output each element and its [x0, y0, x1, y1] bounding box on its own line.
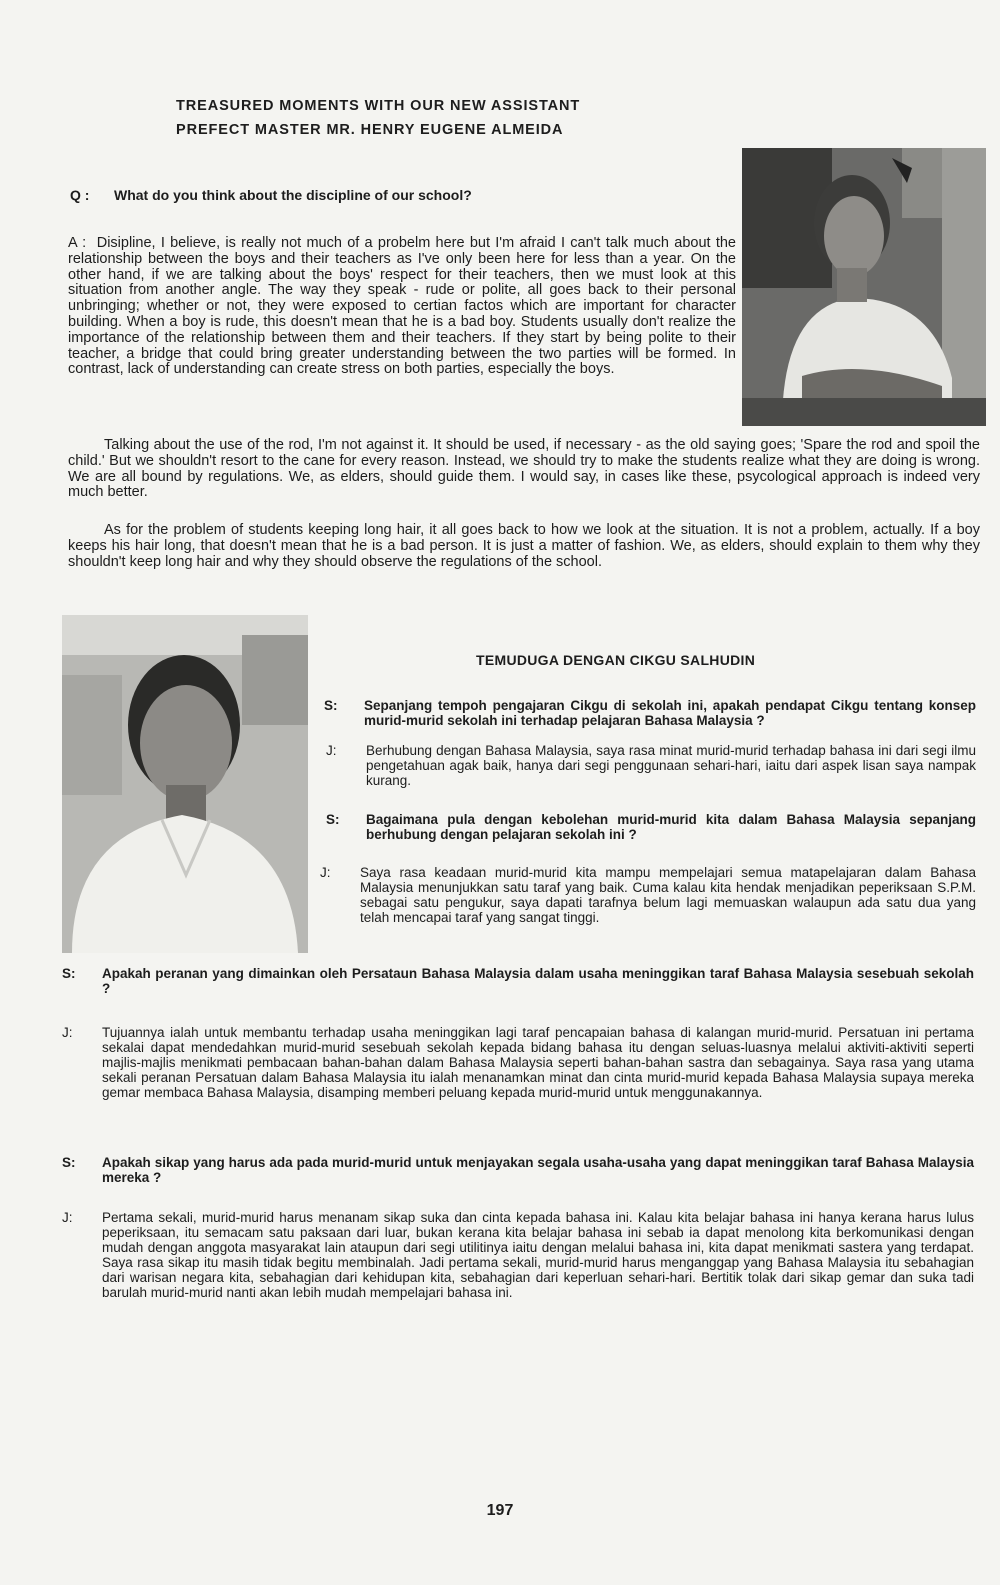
- j2-text: Saya rasa keadaan murid-murid kita mampu mempelajari semua matapelajaran dalam Bahasa Malaysia menunjukkan satu taraf yang baik. Cuma kalau kita hendak menjadikan peperiksaan S.P.M. sebagai satu pengukur, saya dapati tarafnya belum lagi memuaskan walaupun ada satu dua yang telah mencapai taraf yang sangat tinggi.: [360, 865, 976, 925]
- j1-text: Berhubung dengan Bahasa Malaysia, saya rasa minat murid-murid terhadap bahasa ini dari segi ilmu pengetahuan agak baik, hanya dari segi penggunaan sehari-hari, iaitu dari aspek lisan saya nampak kurang.: [366, 743, 976, 788]
- qa-s3: [62, 966, 974, 996]
- s-label: S:: [326, 812, 340, 827]
- qa-s4: [62, 1155, 974, 1185]
- qa-j2: [320, 865, 976, 925]
- qa-s1: [324, 698, 976, 728]
- j4-text: Pertama sekali, murid-murid harus menanam sikap suka dan cinta kepada bahasa ini. Kalau kita belajar bahasa ini hanya kerana harus lulus peperiksaan, itu semacam satu paksaan dari luar, bukan kerana kita belajar bahasa ini sebab ia dapat menolong kita berkomunikasi dengan mudah dengan anggota masyarakat lain ataupun dari segi utilitinya iaitu dengan melalui bahasa ini, kita dapat menikmati sastera yang terdapat. Saya rasa sikap itu masih tidak begitu membinalah. Jadi pertama sekali, murid-murid harus menganggap yang Bahasa Malaysia itu sebahagian dari warisan negara kita, sebahagian dari kehidupan kita, sebahagian dari keperluan sehari-hari. Bertitik tolak dari sikap gemar dan suka tadi barulah murid-murid nanti akan lebih mudah mempelajari bahasa ini.: [102, 1210, 974, 1300]
- j-label: J:: [62, 1210, 73, 1225]
- s-label: S:: [324, 698, 338, 713]
- article1-title: [176, 94, 696, 142]
- article1-paragraph-rod: Talking about the use of the rod, I'm not against it. It should be used, if necessary - as the old saying goes; 'Spare the rod and spoil the child.' But we shouldn't resort to the cane for every reason. Instead, we should try to make the students realize what they are doing is wrong. We are all bound by regulations. We, as elders, should guide them. I would say, in cases like these, psycological approach is indeed very much better.: [68, 437, 980, 501]
- question-label: Q :: [70, 187, 90, 203]
- photo-henry-almeida: [742, 148, 986, 426]
- j-label: J:: [62, 1025, 73, 1040]
- qa-j4: [62, 1210, 974, 1300]
- j3-text: Tujuannya ialah untuk membantu terhadap usaha meninggikan lagi taraf pencapaian bahasa di kalangan murid-murid. Persatuan ini pertama sekalai dapat mendedahkan murid-murid sesebuah sekolah kepada bidang bahasa itu dengan seluas-luasnya melalui aktiviti-aktiviti seperti majlis-majlis menikmati pembacaan bahan-bahan dalam Bahasa Malaysia seperti bahan-bahan sastra dan sebagainya. Saya rasa yang utama sekali peranan Persatuan dalam Bahasa Malaysia itu ialah menanamkan minat dan cinta murid-murid kepada Bahasa Malaysia supaya mereka gemar membaca Bahasa Malaysia, disamping memberi peluang kepada murid-murid untuk menggunakannya.: [102, 1025, 974, 1100]
- photo-cikgu-salhudin: [62, 615, 308, 953]
- s-label: S:: [62, 1155, 76, 1170]
- s1-text: Sepanjang tempoh pengajaran Cikgu di sekolah ini, apakah pendapat Cikgu tentang konsep murid-murid sekolah ini terhadap pelajaran Bahasa Malaysia ?: [364, 698, 976, 728]
- title-line-2: PREFECT MASTER MR. HENRY EUGENE ALMEIDA: [176, 122, 564, 138]
- j-label: J:: [320, 865, 331, 880]
- qa-s2: [326, 812, 976, 842]
- s3-text: Apakah peranan yang dimainkan oleh Persataun Bahasa Malaysia dalam usaha meninggikan taraf Bahasa Malaysia sesebuah sekolah ?: [102, 966, 974, 996]
- answer-text: Disipline, I believe, is really not much of a probelm here but I'm afraid I can't talk much about the relationship between the boys and their teachers as I've only been here for less than a year. On the other hand, if we are talking about the boys' respect for their teachers, then we must look at this situation from another angle. The way they speak - rude or polite, all goes back to their personal unbringing; whether or not, they were exposed to certian factos which are important for character building. When a boy is rude, this doesn't mean that he is a bad boy. Students usually don't realize the importance of the relationship between them and their teachers. If they start by being polite to their teacher, a bridge that could bring greater understanding between the two parties will be formed. In contrast, lack of understanding can create stress on both parties, especially the boys.: [68, 235, 736, 378]
- question-text: What do you think about the discipline of our school?: [114, 187, 472, 203]
- s4-text: Apakah sikap yang harus ada pada murid-murid untuk menjayakan segala usaha-usaha yang dapat meninggikan taraf Bahasa Malaysia mereka ?: [102, 1155, 974, 1185]
- title-line-1: TREASURED MOMENTS WITH OUR NEW ASSISTANT: [176, 98, 581, 114]
- article2-title: TEMUDUGA DENGAN CIKGU SALHUDIN: [476, 652, 756, 668]
- answer-label: A :: [68, 235, 87, 251]
- article1-question: [70, 185, 690, 205]
- article1-answer: [68, 236, 736, 378]
- qa-j3: [62, 1025, 974, 1100]
- j-label: J:: [326, 743, 337, 758]
- s-label: S:: [62, 966, 76, 981]
- article1-paragraph-hair: As for the problem of students keeping long hair, it all goes back to how we look at the situation. It is not a problem, actually. If a boy keeps his hair long, that doesn't mean that he is a bad person. It is just a matter of fashion. We, as elders, should explain to them why they shouldn't keep long hair and why they should observe the regulations of the school.: [68, 522, 980, 570]
- qa-j1: [326, 743, 976, 788]
- page-number: 197: [486, 1502, 514, 1519]
- s2-text: Bagaimana pula dengan kebolehan murid-murid kita dalam Bahasa Malaysia sepanjang berhubung dengan pelajaran sekolah ini ?: [366, 812, 976, 842]
